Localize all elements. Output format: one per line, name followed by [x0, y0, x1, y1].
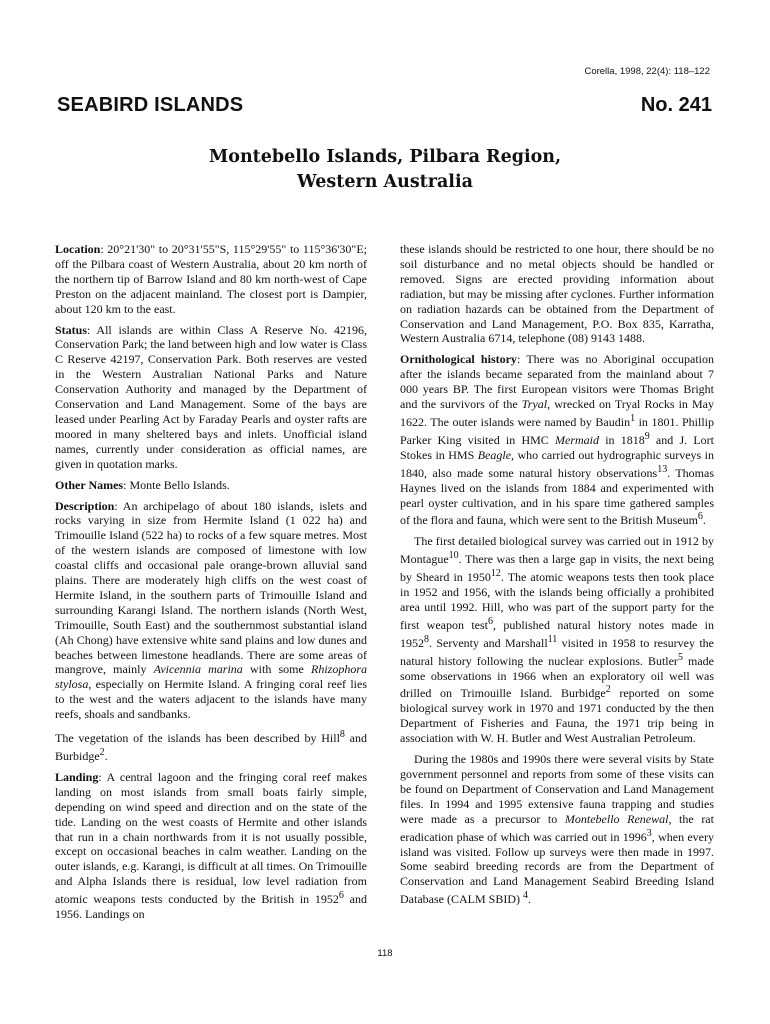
ship-name: Tryal [521, 397, 548, 412]
vegetation-text: . [104, 749, 108, 763]
reference-marker: 3 [646, 827, 652, 839]
species-name: Avicennia marina [153, 662, 243, 677]
history-text: , wrecked on Tryal Rocks in May 1622. The outer islands were named by Baudin [400, 397, 714, 429]
landing-text: and 1956. Landings on [55, 892, 367, 922]
status-heading: Status [55, 322, 88, 337]
landing-continued-paragraph: these islands should be restricted to one hour, there should be no soil disturbance and no metal objects should be handled or removed. Signs are erected providing information about radiation, but may be missing after cyclones. Further information on radiation hazards can be obtained from the Department of Conservation and Land Management, P.O. Box 835, Karratha, Western Australia 6714, telephone (08) 9143 1488. [400, 242, 714, 346]
other-names-text: : Monte Bello Islands. [123, 477, 230, 492]
history-text: and J. Lort Stokes in HMS [400, 432, 714, 462]
vegetation-text: The vegetation of the islands has been described by Hill [55, 731, 340, 746]
reference-marker: 4 [522, 890, 528, 902]
location-heading: Location [55, 242, 101, 256]
description-text: with some [242, 662, 311, 677]
location-paragraph [55, 242, 367, 317]
other-names-paragraph [55, 478, 367, 493]
history-heading: Ornithological history [400, 352, 517, 367]
description-heading: Description [55, 498, 115, 513]
page-number: 118 [377, 948, 393, 959]
reference-marker: 6 [488, 615, 493, 627]
survey-text: reported on some biological survey work in 1970 and 1971 conducted by the then Department of Fisheries and Fauna, the 1971 trip being in association with W. H. Butler and West Australian Petroleum. [400, 686, 715, 746]
survey-text: . There was then a large gap in visits, the next being by Sheard in 1950 [400, 552, 714, 585]
survey-text: , published natural history notes made in 1952 [400, 617, 715, 650]
visits-text: , when every island was visited. Follow up surveys were then made in 1997. Some seabird breeding records are from the Department of Conservation and Land Management Seabird Breeding Island Database (CALM SBID) [400, 829, 714, 907]
visits-paragraph [400, 752, 714, 907]
ship-name: Mermaid [555, 432, 599, 447]
survey-text: The first detailed biological survey was carried out in 1912 by Montague [400, 534, 714, 567]
history-text: in 1801. Phillip Parker King visited in HMC [400, 414, 714, 447]
species-name: Rhizophora stylosa [55, 662, 368, 692]
landing-text: : A central lagoon and the fringing coral reef makes landing on most islands from small boats fairly simple, depending on wind speed and direction and on the state of the tide. Landing on the west coasts of Hermite and other islands that run in a chain northwards from it is not usually possible, except on occasional beaches in calm weather. Landing on the outer islands, e.g. Karangi, is difficult at all times. On Trimouille and Alpha Islands there is residual, low level radiation from atomic weapons tests conducted by the British in 1952 [55, 769, 367, 907]
reference-marker: 13 [657, 463, 668, 475]
ship-name: Beagle, [477, 447, 515, 462]
status-paragraph [55, 323, 367, 472]
survey-text: . Serventy and Marshall [429, 635, 548, 650]
reference-marker: 1 [630, 412, 636, 424]
reference-marker: 12 [490, 568, 501, 580]
description-text: , especially on Hermite Island. A fringing coral reef lies to the west and the waters adjacent to the islands have many reefs, shoals and sandbanks. [55, 677, 367, 722]
landing-heading: Landing [55, 769, 99, 784]
description-paragraph [55, 499, 367, 723]
visits-text: During the 1980s and 1990s there were several visits by State government personnel and reports from some of these visits can be found on Department of Conservation and Land Management files. In 1994 and 1995 extensive fauna trapping and studies were made as a precursor to [400, 752, 714, 826]
reference-marker: 11 [547, 633, 558, 645]
reference-marker: 9 [644, 430, 650, 442]
history-text: . Thomas Haynes lived on the islands from 1884 and experimented with pearl oyster cultivation, and in his spare time gathered samples of the flora and fauna, which were sent to the British Museum [400, 465, 715, 528]
survey-text: visited in 1958 to resurvey the natural history following the nuclear explosions. Butler [400, 635, 715, 668]
journal-citation: Corella, 1998, 22(4): 118–122 [584, 66, 710, 77]
visits-text: , the rat eradication phase of which was carried out in 1996 [400, 811, 714, 844]
visits-text: . [527, 892, 531, 907]
reference-marker: 2 [99, 747, 105, 758]
location-text: : 20°21'30" to 20°31'55"S, 115°29'55" to 115°36'30"E; off the Pilbara coast of Western Australia, about 20 km north of the northern tip of Barrow Island and 80 km north-west of Cape Preston on the adjacent mainland. The closest port is Dampier, about 120 km to the east. [55, 242, 367, 316]
history-text: : There was no Aboriginal occupation after the islands became separated from the mainland about 7 000 years BP. The first European visitors were Thomas Bright and the survivors of the [400, 352, 714, 412]
history-paragraph [400, 352, 714, 528]
series-title: SEABIRD ISLANDS [57, 94, 244, 116]
description-text: : An archipelago of about 180 islands, islets and rocks varying in size from Hermite Island (1 022 ha) and Trimouille Island (522 ha) to rocks of a few square metres. Most of the western islands are composed of limestone with low coastal cliffs and occasional pale orange-brown alluvial sand plains. There are moderately high cliffs on the west coast of Hermite Island, in the southern parts of Trimouille Island and surrounding Karangi Island. The northern islands (North West, Trimouille, South East) and the southernmost substantial island (Ah Chong) have extensive white sand plains and low dunes and beaches between limestone headlands. There are some areas of mangrove, mainly [55, 498, 367, 677]
landing-paragraph [55, 770, 367, 922]
vegetation-text: and Burbidge [55, 731, 368, 763]
article-title [0, 145, 770, 195]
reference-marker: 6 [697, 511, 703, 523]
reference-marker: 2 [605, 684, 611, 696]
title-line-2: Western Australia [297, 172, 473, 192]
reference-marker: 6 [338, 890, 344, 902]
history-text: in 1818 [599, 432, 645, 447]
vegetation-paragraph [55, 728, 367, 764]
reference-marker: 8 [424, 633, 429, 645]
history-text: who carried out hydrographic surveys in 1840, also made some natural history observations [400, 447, 714, 480]
status-text: : All islands are within Class A Reserve No. 42196, Conservation Park; the land between high and low water is Class C Reserve 42197, Conservation Park. Both reserves are vested in the Western Australian National Parks and Nature Conservation Authority and managed by the Department of Conservation and Land Management. Some of the bays are leased under Pearling Act by Faraday Pearls and oyster rafts are moored in many sheltered bays and inlets. Unofficial island names, currently under consideration as official names, are given in quotation marks. [55, 322, 367, 471]
other-names-heading: Other Names [55, 477, 124, 492]
history-text: . [702, 513, 706, 528]
program-name: Montebello Renewal [564, 811, 669, 826]
left-column [55, 242, 367, 928]
reference-marker: 8 [339, 729, 345, 741]
survey-text: made some observations in 1966 when an exploratory oil well was drilled on Trimouille Island. Burbidge [400, 653, 714, 701]
reference-marker: 10 [448, 550, 459, 562]
title-line-1: Montebello Islands, Pilbara Region, [208, 147, 562, 167]
reference-marker: 5 [677, 651, 683, 663]
survey-text: . The atomic weapons tests then took place in 1952 and 1956, with the islands being officially a prohibited area until 1992. Hill, who was part of the support party for the first weapon test [400, 570, 714, 632]
series-number: No. 241 [640, 94, 712, 116]
survey-paragraph [400, 534, 714, 746]
right-column [400, 242, 714, 913]
